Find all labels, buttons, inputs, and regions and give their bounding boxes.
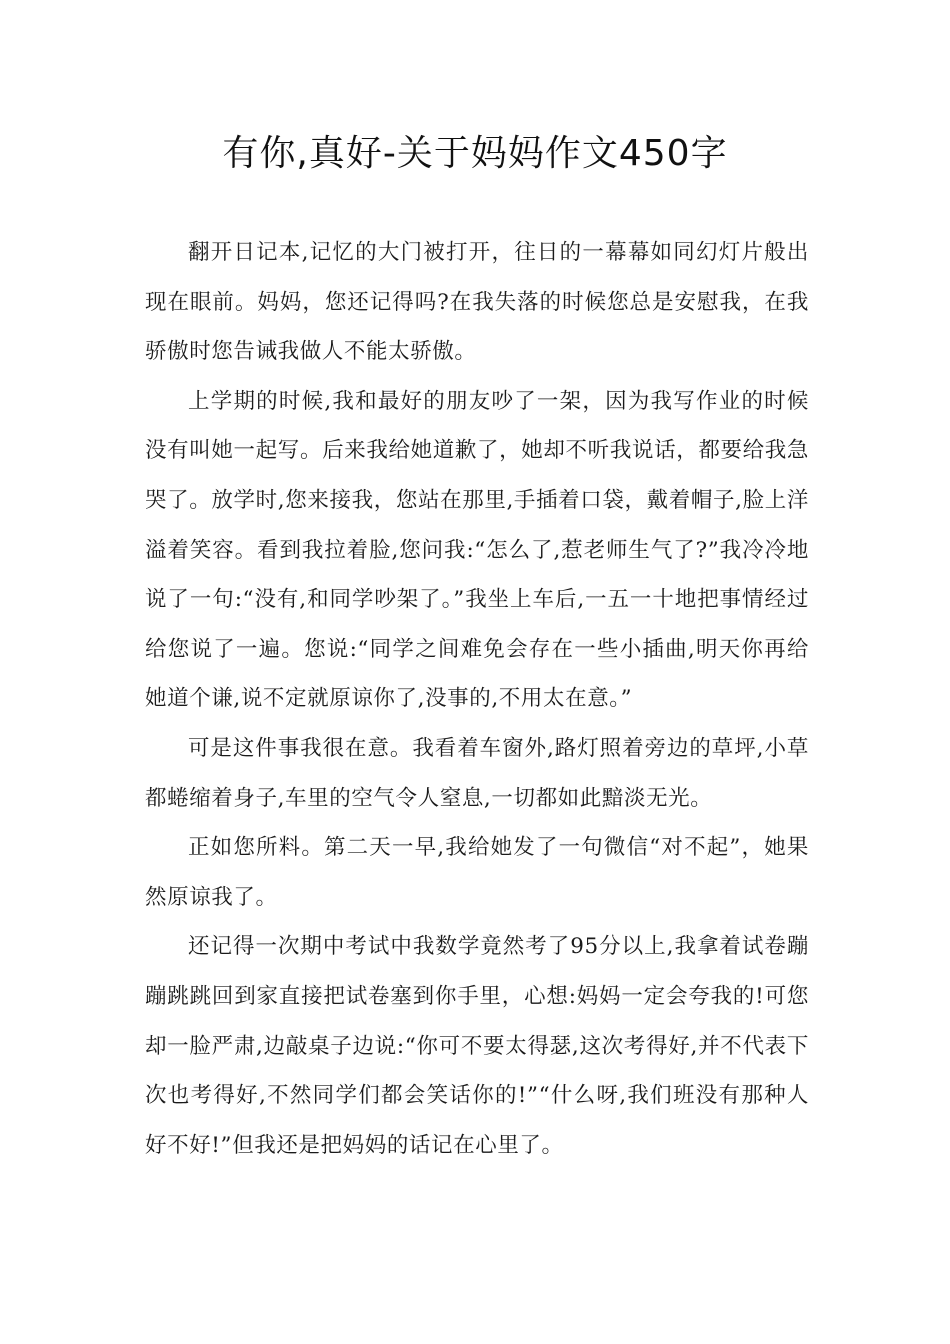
paragraph-2: 上学期的时候,我和最好的朋友吵了一架，因为我写作业的时候没有叫她一起写。后来我给她道歉了，她却不听我说话，都要给我急哭了。放学时,您来接我，您站在那里,手插着口袋，戴着帽子,脸上洋溢着笑容。看到我拉着脸,您问我:“怎么了,惹老师生气了?”我冷冷地说了一句:“没有,和同学吵架了。”我坐上车后,一五一十地把事情经过给您说了一遍。您说:“同学之间难免会存在一些小插曲,明天你再给她道个谦,说不定就原谅你了,没事的,不用太在意。” [145,388,809,712]
paragraph-3: 可是这件事我很在意。我看着车窗外,路灯照着旁边的草坪,小草都蜷缩着身子,车里的空气令人窒息,一切都如此黯淡无光。 [145,735,809,811]
essay-body [145,228,809,1170]
paragraph-1: 翻开日记本,记忆的大门被打开，往日的一幕幕如同幻灯片般出现在眼前。妈妈，您还记得吗?在我失落的时候您总是安慰我，在我骄傲时您告诫我做人不能太骄傲。 [145,240,809,365]
paragraph-4: 正如您所料。第二天一早,我给她发了一句微信“对不起”，她果然原谅我了。 [145,835,809,910]
paragraph-5: 还记得一次期中考试中我数学竟然考了95分以上,我拿着试卷蹦蹦跳跳回到家直接把试卷塞到你手里，心想:妈妈一定会夸我的!可您却一脸严肃,边敲桌子边说:“你可不要太得瑟,这次考得好,并不代表下次也考得好,不然同学们都会笑话你的!”“什么呀,我们班没有那种人好不好!”但我还是把妈妈的话记在心里了。 [145,934,809,1158]
page-title: 有你,真好-关于妈妈作文450字 [222,133,728,174]
